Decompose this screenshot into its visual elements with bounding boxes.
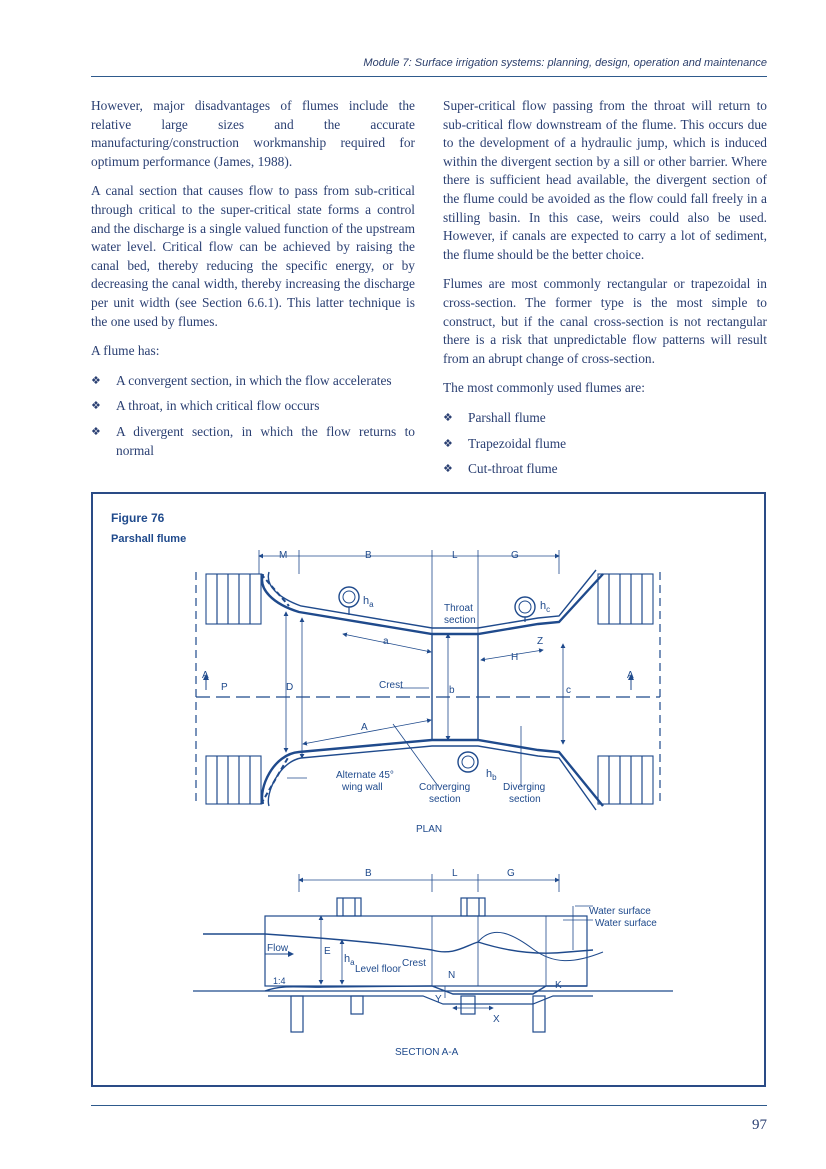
left-column bbox=[91, 97, 415, 467]
left-paragraph-2: A canal section that causes flow to pass from sub-critical through critical to the super-critical state forms a control and the discharge is a single valued function of the upstream water level. Critical flow can be achieved by raising the canal bed, thereby reducing the specific energy, or by decreasing the canal width, thereby increasing the discharge per unit width (see Section 6.6.1). This latter technique is the one used by flumes. bbox=[91, 183, 416, 329]
plan-hb-label: $h_b$ bbox=[486, 768, 497, 782]
plan-crest-label: Crest bbox=[379, 680, 403, 691]
plan-dim-m: M bbox=[279, 550, 288, 561]
list-item-text: A divergent section, in which the flow returns to normal bbox=[116, 423, 415, 458]
section-dim-b: B bbox=[365, 868, 372, 879]
diamond-bullet-icon: ❖ bbox=[91, 424, 101, 438]
plan-wing-label-1: Alternate 45° bbox=[336, 770, 394, 781]
plan-dim-h: H bbox=[511, 652, 519, 663]
section-slope-label: 1:4 bbox=[273, 976, 286, 986]
plan-dim-a-small: a bbox=[383, 636, 389, 647]
right-paragraph-2: Flumes are most commonly rectangular or trapezoidal in cross-section. The former type is the most simple to construct, but if the canal cross-section is not rectangular there is a risk that unpredictable flow patterns will result from an abrupt change of cross-section. bbox=[443, 276, 767, 366]
footer-rule bbox=[91, 1105, 767, 1106]
section-dim-l: L bbox=[452, 868, 458, 879]
figure-title: Parshall flume bbox=[111, 533, 187, 545]
section-flow-label: Flow bbox=[267, 943, 289, 954]
section-ha-label: $h_a$ bbox=[344, 953, 355, 967]
list-item bbox=[91, 397, 415, 416]
section-dim-y: Y bbox=[435, 994, 442, 1005]
plan-dim-a-big: A bbox=[361, 722, 368, 733]
diamond-bullet-icon: ❖ bbox=[91, 399, 101, 413]
plan-dim-b: B bbox=[365, 550, 372, 561]
list-item-text: Trapezoidal flume bbox=[468, 435, 567, 451]
plan-dim-b-small: b bbox=[449, 685, 455, 696]
plan-throat-label: Throat bbox=[444, 603, 473, 614]
section-dim-e: E bbox=[324, 946, 331, 957]
section-water-surface-2: Water surface bbox=[595, 918, 657, 929]
plan-dim-d: D bbox=[286, 682, 294, 693]
plan-diverging-label-2: section bbox=[509, 794, 541, 805]
running-header: Module 7: Surface irrigation systems: planning, design, operation and maintenance bbox=[363, 57, 767, 69]
figure-box bbox=[91, 492, 766, 1087]
section-caption: SECTION A-A bbox=[395, 1047, 459, 1058]
plan-caption: PLAN bbox=[416, 824, 443, 835]
list-item bbox=[91, 423, 415, 460]
diamond-bullet-icon: ❖ bbox=[443, 436, 453, 450]
plan-diverging-label-1: Diverging bbox=[503, 782, 546, 793]
plan-hc-label: $h_c$ bbox=[540, 600, 551, 614]
plan-section-arrow-right: A bbox=[627, 670, 634, 681]
plan-converging-label-2: section bbox=[429, 794, 461, 805]
plan-dim-l: L bbox=[452, 550, 458, 561]
plan-throat-section-label: section bbox=[444, 615, 476, 626]
right-paragraph-3: The most commonly used flumes are: bbox=[443, 380, 645, 396]
section-dim-n: N bbox=[448, 970, 456, 981]
left-paragraph-3: A flume has: bbox=[91, 343, 160, 359]
plan-dim-g: G bbox=[511, 550, 519, 561]
plan-section-arrow-left: A bbox=[202, 670, 209, 681]
header-rule bbox=[91, 76, 767, 77]
diamond-bullet-icon: ❖ bbox=[91, 373, 101, 387]
plan-converging-label-1: Converging bbox=[419, 782, 471, 793]
plan-ha-label: $h_a$ bbox=[363, 595, 374, 609]
list-item-text: Cut-throat flume bbox=[468, 461, 558, 477]
list-item-text: A convergent section, in which the flow accelerates bbox=[116, 372, 392, 388]
plan-dim-z: Z bbox=[537, 636, 544, 647]
diamond-bullet-icon: ❖ bbox=[443, 462, 453, 476]
parshall-flume-drawing bbox=[93, 494, 764, 1085]
flume-parts-list bbox=[91, 372, 415, 460]
section-level-floor-label: Level floor bbox=[355, 964, 402, 975]
list-item-text: A throat, in which critical flow occurs bbox=[116, 398, 320, 414]
left-paragraph-1: However, major disadvantages of flumes include the relative large sizes and the accurate manufacturing/construction workmanship required for optimum performance (James, 1988). bbox=[91, 98, 415, 169]
list-item bbox=[443, 460, 767, 479]
list-item bbox=[443, 409, 767, 428]
section-dim-k: K bbox=[555, 980, 562, 991]
common-flumes-list bbox=[443, 409, 767, 479]
right-paragraph-1: Super-critical flow passing from the throat will return to sub-critical flow downstream of the flume. This occurs due to the development of a hydraulic jump, which is induced within the divergent section by a sill or other barrier. Where there is sufficient head available, the divergent section of the flume could be avoided as the flow could fall freely in a stilling basin. In this case, weirs could also be used. However, if canals are expected to carry a lot of sediment, the flume should be the better choice. bbox=[443, 98, 767, 262]
plan-dim-c: c bbox=[566, 685, 571, 696]
page-number: 97 bbox=[752, 1117, 767, 1133]
list-item bbox=[91, 372, 415, 391]
section-dim-x: X bbox=[493, 1014, 500, 1025]
diamond-bullet-icon: ❖ bbox=[443, 410, 453, 424]
section-view bbox=[193, 874, 673, 1032]
plan-wing-label-2: wing wall bbox=[342, 782, 383, 793]
section-dim-g: G bbox=[507, 868, 515, 879]
right-column bbox=[443, 97, 767, 486]
list-item bbox=[443, 435, 767, 454]
section-water-surface-1: Water surface bbox=[589, 906, 651, 917]
plan-view bbox=[196, 550, 660, 810]
list-item-text: Parshall flume bbox=[468, 409, 546, 425]
plan-dim-p: P bbox=[221, 682, 228, 693]
section-crest-label: Crest bbox=[402, 958, 426, 969]
figure-number: Figure 76 bbox=[111, 511, 165, 525]
